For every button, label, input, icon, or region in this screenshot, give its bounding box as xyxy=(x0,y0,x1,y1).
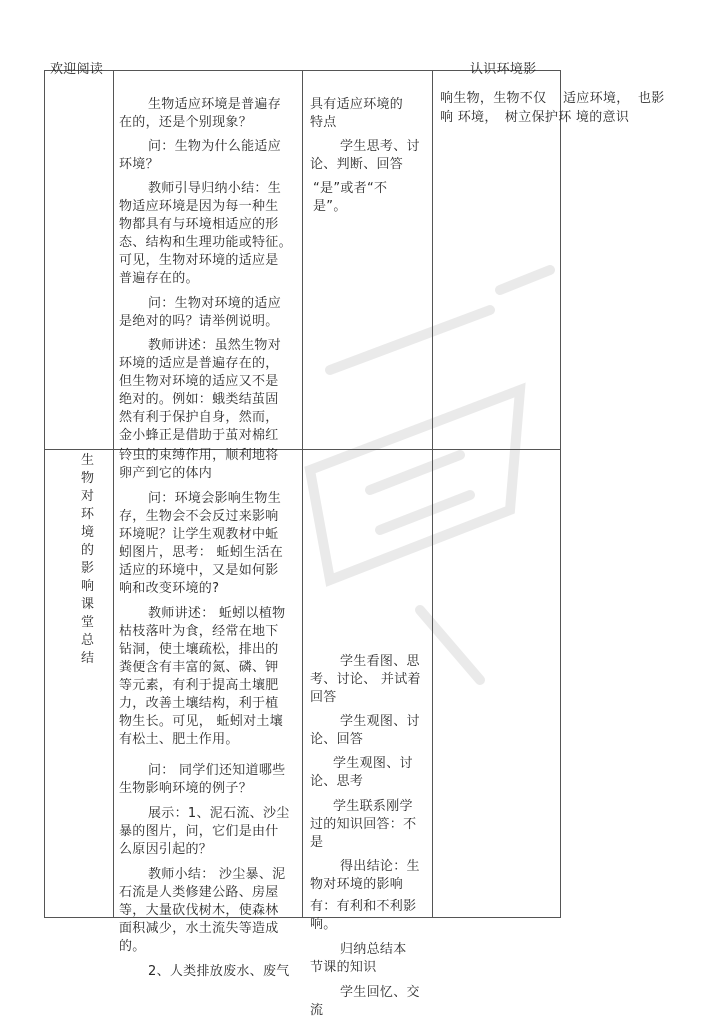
text-line: 学生观图、讨 xyxy=(333,756,413,771)
text-line: 有松土、肥土作用。 xyxy=(119,732,239,747)
text-line: 是绝对的吗？请举例说明。 xyxy=(119,314,279,329)
text-line: 生物影响环境的例子？ xyxy=(119,781,253,796)
text-line: 的 xyxy=(81,543,95,558)
text-line: 学生回忆、交 xyxy=(340,985,420,1000)
text-line: 卵产到它的体内 xyxy=(119,466,213,481)
text-line: 响和改变环境的? xyxy=(119,581,220,596)
text-line: 响生物，生物不仅 xyxy=(440,91,547,106)
text-line: 么原因引起的？ xyxy=(119,842,213,857)
text-line: 钻洞，使土壤疏松，排出的 xyxy=(119,642,279,657)
text-line: 的。 xyxy=(119,939,146,954)
text-line: 归纳总结本 xyxy=(340,942,407,957)
text-line: 教师小结： 沙尘暴、泥 xyxy=(148,867,286,882)
text-line: 论、判断、回答 xyxy=(310,157,404,172)
text-line: 问： 同学们还知道哪些 xyxy=(148,763,286,778)
text-line: 物生长。可见， 蚯蚓对土壤 xyxy=(119,714,284,729)
text-line: 物都具有与环境相适应的形 xyxy=(119,217,279,232)
text-line: 2、人类排放废水、废气 xyxy=(148,964,290,979)
text-line: 是”。 xyxy=(313,199,347,214)
text-line: 普遍存在的。 xyxy=(119,271,199,286)
text-line: 环境的适应是普遍存在的， xyxy=(119,356,279,371)
text-line: 力，改善土壤结构，利于植 xyxy=(119,696,279,711)
text-line: 树立保护环 境的意识 xyxy=(505,110,630,125)
text-line: 问：生物对环境的适应 xyxy=(148,296,282,311)
text-line: 特点 xyxy=(310,115,337,130)
text-line: 响。 xyxy=(310,917,337,932)
text-line: 石流是人类修建公路、房屋 xyxy=(119,885,279,900)
text-line: “是”或者“不 xyxy=(313,181,388,196)
text-line: 展示：1、泥石流、沙尘 xyxy=(148,806,290,821)
text-line: 学生联系刚学 xyxy=(333,799,413,814)
text-line: 问：生物为什么能适应 xyxy=(148,139,282,154)
text-line: 问：环境会影响生物生 xyxy=(148,491,282,506)
text-line: 过的知识回答：不 xyxy=(310,817,417,832)
header-right-label: 认识环境影 xyxy=(470,62,537,77)
text-line: 对 xyxy=(81,489,95,504)
text-line: 具有适应环境的 xyxy=(310,97,404,112)
text-line: 蚓图片，思考： 蚯蚓生活在 xyxy=(119,545,284,560)
text-line: 是 xyxy=(310,835,324,850)
text-line: 学生思考、讨 xyxy=(340,139,420,154)
header-left-label: 欢迎阅读 xyxy=(50,62,104,77)
text-line: 物 xyxy=(81,471,95,486)
text-line: 金小蜂正是借助于茧对棉红 xyxy=(119,428,279,443)
text-line: 粪便含有丰富的氮、磷、钾 xyxy=(119,660,279,675)
text-line: 境 xyxy=(81,525,95,540)
text-line: 枯枝落叶为食，经常在地下 xyxy=(119,624,279,639)
text-line: 学生看图、思 xyxy=(340,654,420,669)
text-line: 环境？ xyxy=(119,157,159,172)
text-line: 节课的知识 xyxy=(310,960,377,975)
text-line: 暴的图片，问，它们是由什 xyxy=(119,824,279,839)
text-line: 影 xyxy=(81,561,95,576)
text-line: 考、讨论、 并试着 xyxy=(310,672,421,687)
text-line: 总 xyxy=(81,633,95,648)
text-line: 结 xyxy=(81,651,95,666)
text-line: 等，大量砍伐树木，使森林 xyxy=(119,903,279,918)
text-line: 回答 xyxy=(310,690,337,705)
text-line: 环境呢？让学生观教材中蚯 xyxy=(119,527,279,542)
text-line: 存，生物会不会反过来影响 xyxy=(119,509,279,524)
text-line: 课 xyxy=(81,597,95,612)
text-line: 学生观图、讨 xyxy=(340,714,420,729)
text-line: 生 xyxy=(81,453,95,468)
text-line: 论、回答 xyxy=(310,732,364,747)
text-line: 态、结构和生理功能或特征。 xyxy=(119,235,292,250)
text-line: 流 xyxy=(310,1003,324,1018)
text-line: 然有利于保护自身，然而， xyxy=(119,410,279,425)
text-line: 教师引导归纳小结：生 xyxy=(148,181,282,196)
text-line: 面积减少，水土流失等造成 xyxy=(119,921,279,936)
text-line: 堂 xyxy=(81,615,95,630)
text-line: 生物适应环境是普遍存 xyxy=(148,97,282,112)
text-line: 等元素，有利于提高土壤肥 xyxy=(119,678,279,693)
text-line: 教师讲述：虽然生物对 xyxy=(148,338,282,353)
text-line: 论、思考 xyxy=(310,774,364,789)
text-line: 适应的环境中，又是如何影 xyxy=(119,563,279,578)
text-line: 物对环境的影响 xyxy=(310,877,404,892)
text-line: 适应环境， xyxy=(563,91,630,106)
text-line: 有：有利和不利影 xyxy=(310,899,417,914)
text-line: 但生物对环境的适应又不是 xyxy=(119,374,279,389)
text-line: 在的，还是个别现象？ xyxy=(119,115,253,130)
text-line: 教师讲述： 蚯蚓以植物 xyxy=(148,606,286,621)
text-line: 物适应环境是因为每一种生 xyxy=(119,199,279,214)
text-line: 绝对的。例如：蛾类结茧固 xyxy=(119,392,279,407)
text-line: 也影 xyxy=(638,91,665,106)
text-line: 铃虫的束缚作用，顺利地将 xyxy=(119,448,279,463)
text-line: 可见，生物对环境的适应是 xyxy=(119,253,279,268)
text-line: 环 xyxy=(81,507,95,522)
text-line: 得出结论：生 xyxy=(340,859,420,874)
text-line: 响 xyxy=(81,579,95,594)
watermark-logo xyxy=(270,250,570,710)
text-line: 响 环境， xyxy=(440,110,498,125)
